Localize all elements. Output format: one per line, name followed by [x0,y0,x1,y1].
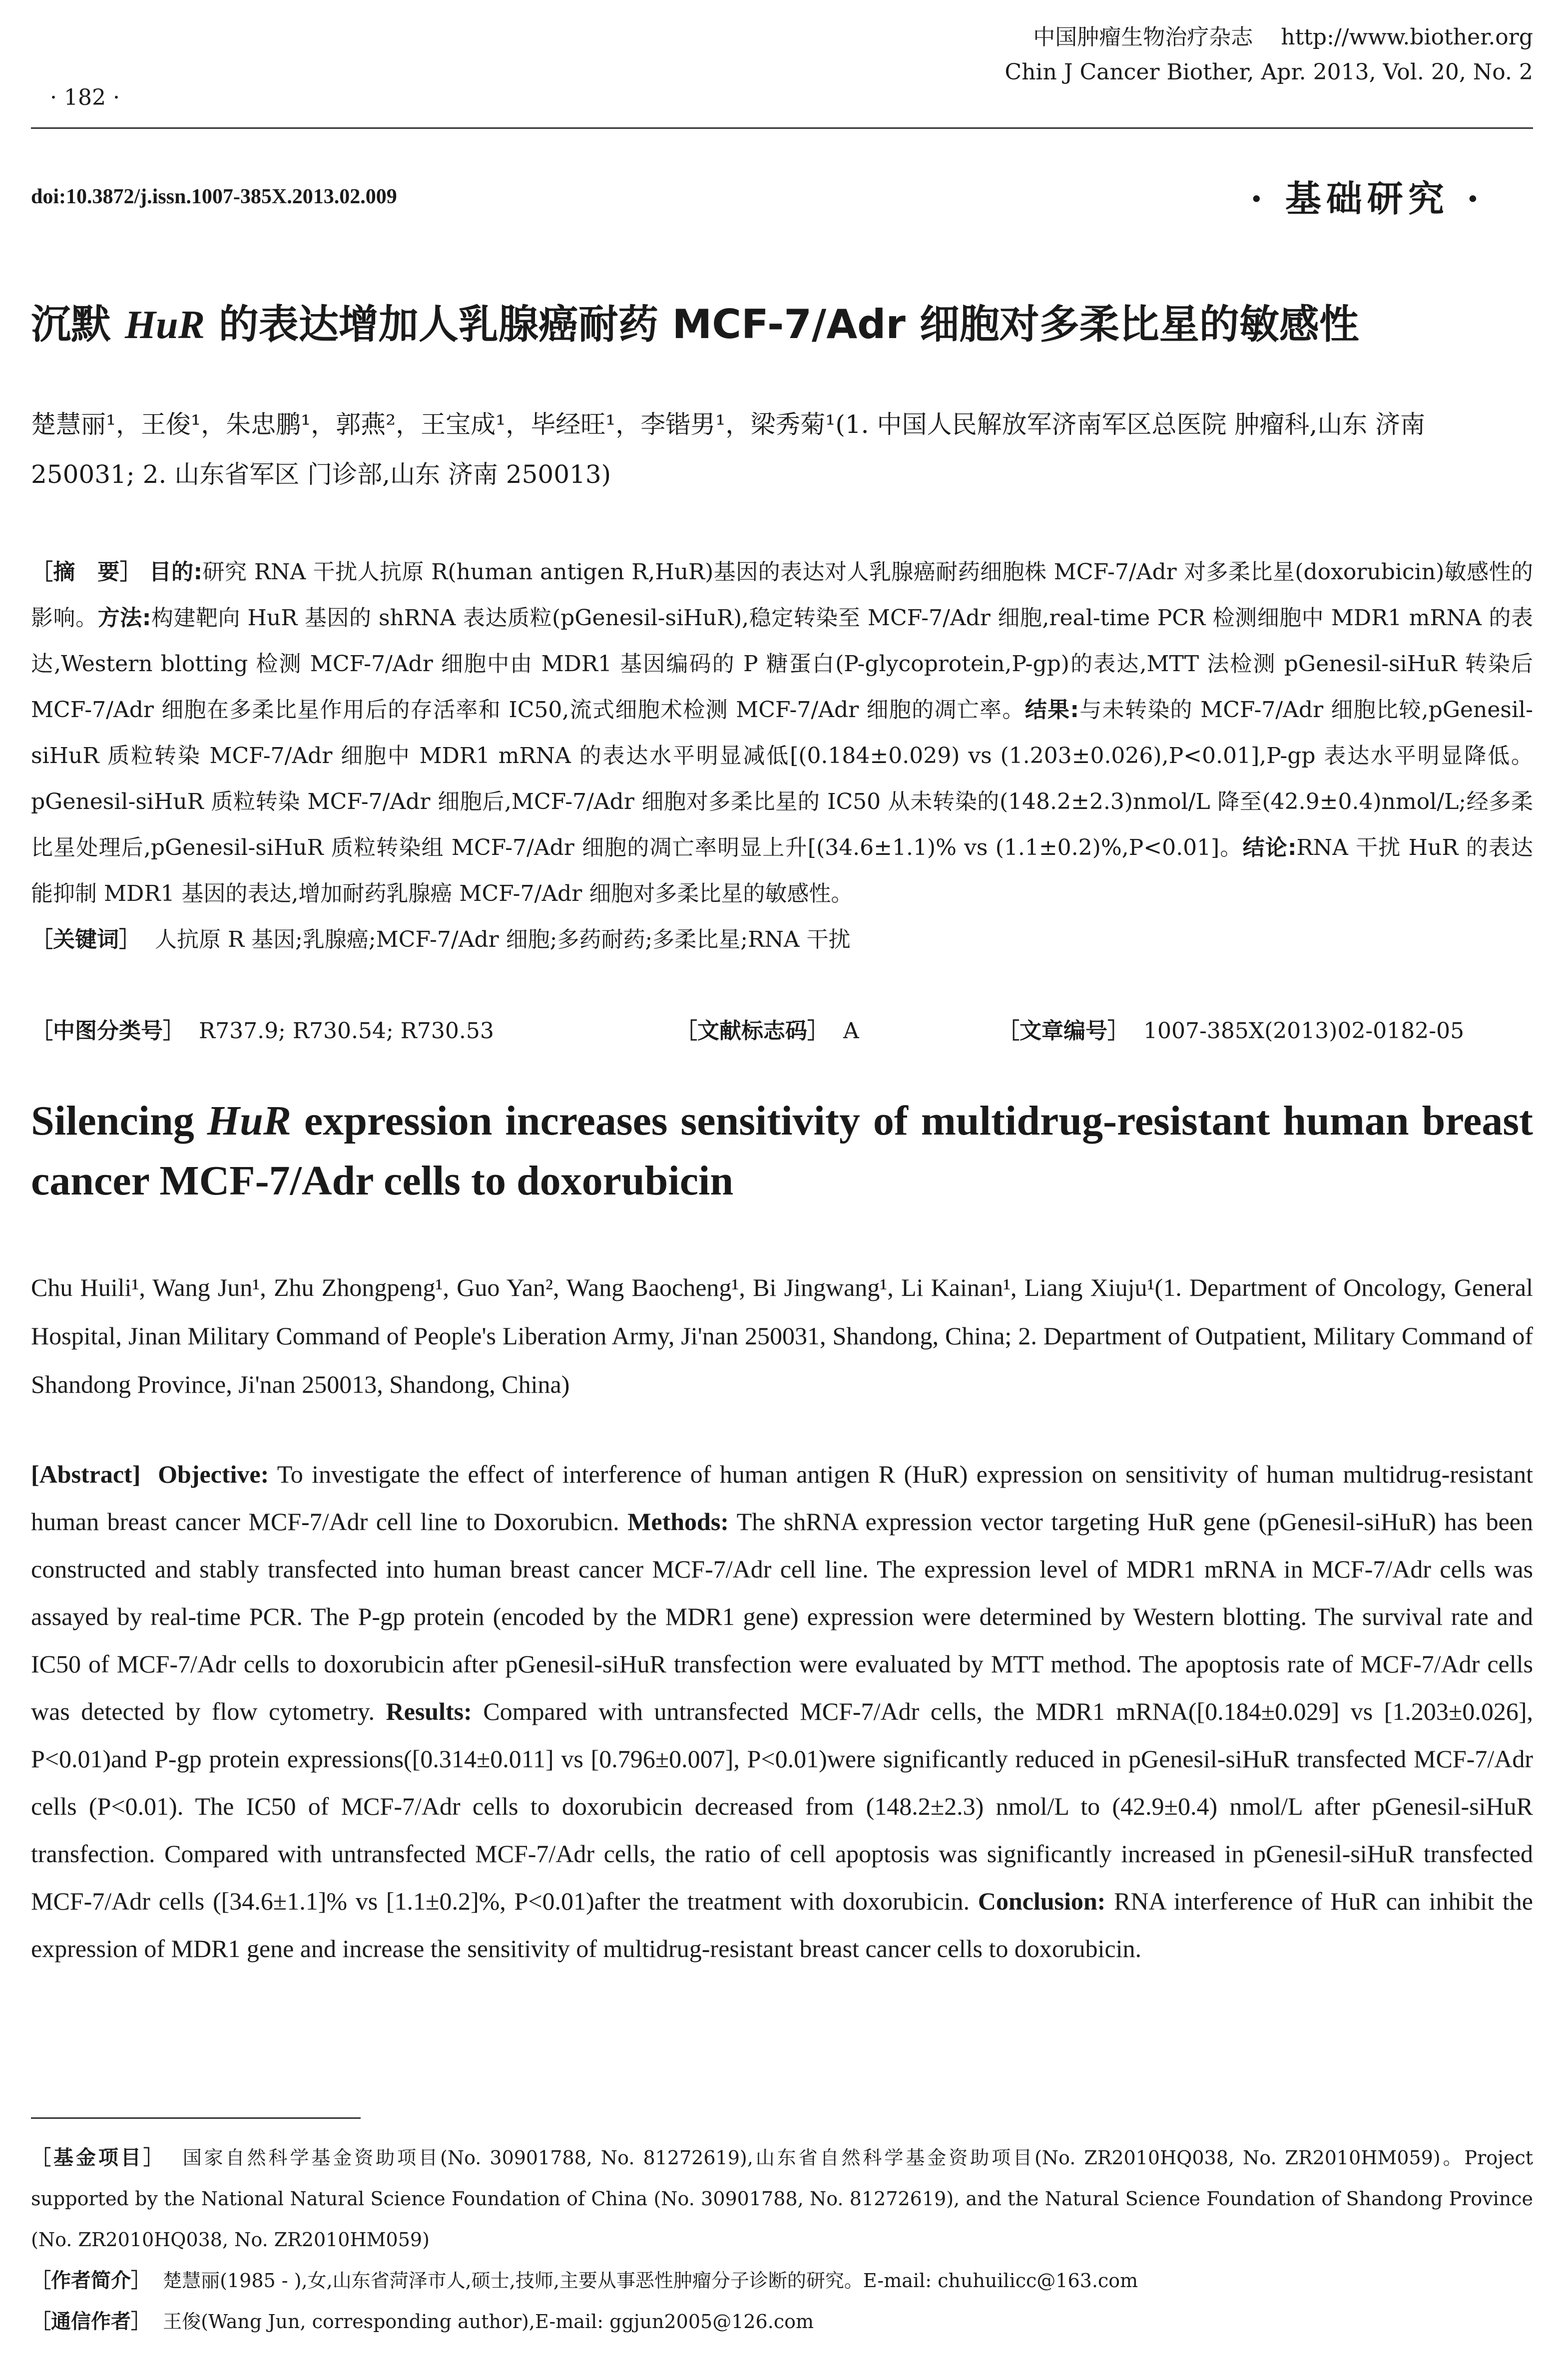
doc-code-item [675,1011,859,1051]
article-number-item [998,1011,1464,1051]
journal-header [1005,20,1533,90]
author-bio-note [31,2260,1533,2301]
fund-note [31,2137,1533,2260]
doi[interactable]: doi:10.3872/j.issn.1007-385X.2013.02.009 [31,185,397,208]
corresponding-text: 王俊(Wang Jun, corresponding author),E-mail: ggjun2005@126.com [163,2311,814,2333]
clc-label: ［中图分类号］ [31,1018,185,1044]
doc-code-label: ［文献标志码］ [675,1018,829,1044]
article-number-label: ［文章编号］ [998,1018,1129,1044]
author-bio-label: ［作者简介］ [31,2269,151,2292]
keywords-cn: 人抗原 R 基因;乳腺癌;MCF-7/Adr 细胞;多药耐药;多柔比星;RNA 干扰 [154,927,851,952]
journal-citation: Chin J Cancer Biother, Apr. 2013, Vol. 20, No. 2 [1005,59,1533,85]
methods-cn-label: 方法: [97,605,151,631]
objective-cn-label: 目的: [149,559,203,585]
header-divider [31,127,1533,129]
page-number: · 182 · [50,85,120,110]
objective-en-label: Objective: [158,1460,269,1488]
section-tag: · 基础研究 · [1250,177,1484,220]
corresponding-label: ［通信作者］ [31,2310,151,2333]
authors-en: Chu Huili¹, Wang Jun¹, Zhu Zhongpeng¹, Guo Yan², Wang Baocheng¹, Bi Jingwang¹, Li Kainan¹, Liang Xiuju¹(1. Department of Oncology, General Hospital, Jinan Military Command of People's Liberation Army, Ji'nan 250031, Shandong, China; 2. Department of Outpatient, Military Command of Shandong Province, Ji'nan 250013, Shandong, China) [31,1273,1533,1398]
clc-item [31,1011,494,1051]
fund-text: 国家自然科学基金资助项目(No. 30901788, No. 81272619),山东省自然科学基金资助项目(No. ZR2010HQ038, No. ZR2010HM059)。Project supported by the National Natural Science Foundation of China (No. 30901788, No. 81272619), and the Natural Science Foundation of Shandong Province (No. ZR2010HQ038, No. ZR2010HM059) [31,2147,1533,2251]
author-bio-text: 楚慧丽(1985 - ),女,山东省菏泽市人,硕士,技师,主要从事恶性肿瘤分子诊断的研究。E-mail: chuhuilicc@163.com [163,2270,1138,2292]
conclusion-cn: RNA 干扰 HuR 的表达能抑制 MDR1 基因的表达,增加耐药乳腺癌 MCF-7/Adr 细胞对多柔比星的敏感性。 [31,835,1533,906]
results-cn: 与未转染的 MCF-7/Adr 细胞比较,pGenesil-siHuR 质粒转染 MCF-7/Adr 细胞中 MDR1 mRNA 的表达水平明显减低[(0.184±0.029) vs (1.203±0.026),P<0.01],P-gp 表达水平明显降低。pGenesil-siHuR 质粒转染 MCF-7/Adr 细胞后,MCF-7/Adr 细胞对多柔比星的 IC50 从未转染的(148.2±2.3)nmol/L 降至(42.9±0.4)nmol/L;经多柔比星处理后,pGenesil-siHuR 质粒转染组 MCF-7/Adr 细胞的凋亡率明显上升[(34.6±1.1)% vs (1.1±0.2)%,P<0.01]。 [31,697,1534,860]
conclusion-en: RNA interference of HuR can inhibit the expression of MDR1 gene and increase the sensitivity of multidrug-resistant breast cancer cells to doxorubicin. [31,1887,1533,1963]
title-en-prefix: Silencing [31,1098,207,1144]
abstract-cn-label: ［摘 要］ [31,559,142,585]
doc-code-value: A [843,1018,859,1044]
conclusion-en-label: Conclusion: [978,1887,1106,1915]
corresponding-note [31,2301,1533,2342]
article-title-en [31,1091,1533,1211]
title-cn-suffix: 的表达增加人乳腺癌耐药 MCF-7/Adr 细胞对多柔比星的敏感性 [204,301,1359,348]
results-en-label: Results: [386,1697,472,1725]
abstract-en-label: [Abstract] [31,1460,141,1488]
title-en-suffix: expression increases sensitivity of multidrug-resistant human breast cancer MCF-7/Adr cells to doxorubicin [31,1098,1533,1204]
article-title-cn [31,292,1359,350]
journal-url[interactable]: http://www.biother.org [1281,24,1533,50]
keywords-cn-label: ［关键词］ [31,927,141,952]
clc-value: R737.9; R730.54; R730.53 [198,1018,494,1044]
footnote-divider [31,2117,361,2119]
methods-en: The shRNA expression vector targeting HuR gene (pGenesil-siHuR) has been constructed and stably transfected into human breast cancer MCF-7/Adr cell line. The expression level of MDR1 mRNA in MCF-7/Adr cells was assayed by real-time PCR. The P-gp protein (encoded by the MDR1 gene) expression were determined by Western blotting. The survival rate and IC50 of MCF-7/Adr cells to doxorubicin after pGenesil-siHuR transfection were evaluated by MTT method. The apoptosis rate of MCF-7/Adr cells was detected by flow cytometry. [31,1508,1534,1725]
methods-cn: 构建靶向 HuR 基因的 shRNA 表达质粒(pGenesil-siHuR),稳定转染至 MCF-7/Adr 细胞,real-time PCR 检测细胞中 MDR1 mRNA 的表达,Western blotting 检测 MCF-7/Adr 细胞中由 MDR1 基因编码的 P 糖蛋白(P-glycoprotein,P-gp)的表达,MTT 法检测 pGenesil-siHuR 转染后 MCF-7/Adr 细胞在多柔比星作用后的存活率和 IC50,流式细胞术检测 MCF-7/Adr 细胞的凋亡率。 [31,605,1533,723]
footnotes [31,2137,1533,2342]
article-number-value: 1007-385X(2013)02-0182-05 [1143,1018,1465,1044]
objective-cn: 研究 RNA 干扰人抗原 R(human antigen R,HuR)基因的表达对人乳腺癌耐药细胞株 MCF-7/Adr 对多柔比星(doxorubicin)敏感性的影响。 [31,559,1533,631]
title-cn-gene: HuR [124,303,205,347]
fund-label: ［基金项目］ [31,2146,166,2169]
journal-name-cn: 中国肿瘤生物治疗杂志 [1033,24,1253,50]
methods-en-label: Methods: [627,1508,729,1536]
conclusion-cn-label: 结论: [1242,835,1297,860]
results-en: Compared with untransfected MCF-7/Adr cells, the MDR1 mRNA([0.184±0.029] vs [1.203±0.026], P<0.01)and P-gp protein expressions([0.314±0.011] vs [0.796±0.007], P<0.01)were significantly reduced in pGenesil-siHuR transfected MCF-7/Adr cells (P<0.01). The IC50 of MCF-7/Adr cells to doxorubicin decreased from (148.2±2.3) nmol/L to (42.9±0.4) nmol/L after pGenesil-siHuR transfection. Compared with untransfected MCF-7/Adr cells, the ratio of cell apoptosis was significantly increased in pGenesil-siHuR transfected MCF-7/Adr cells ([34.6±1.1]% vs [1.1±0.2]%, P<0.01)after the treatment with doxorubicin. [31,1697,1534,1915]
results-cn-label: 结果: [1025,697,1079,723]
abstract-en [31,1451,1533,1973]
authors-cn: 楚慧丽¹，王俊¹，朱忠鹏¹，郭燕²，王宝成¹，毕经旺¹，李锴男¹，梁秀菊¹(1. 中国人民解放军济南军区总医院 肿瘤科,山东 济南 250031; 2. 山东省军区 门诊部,山东 济南 250013) [31,410,1426,489]
title-en-gene: HuR [207,1098,291,1144]
title-cn-prefix: 沉默 [31,301,125,348]
objective-en: To investigate the effect of interference of human antigen R (HuR) expression on sensitivity of human multidrug-resistant human breast cancer MCF-7/Adr cell line to Doxorubicn. [31,1460,1533,1536]
abstract-cn [31,549,1533,963]
